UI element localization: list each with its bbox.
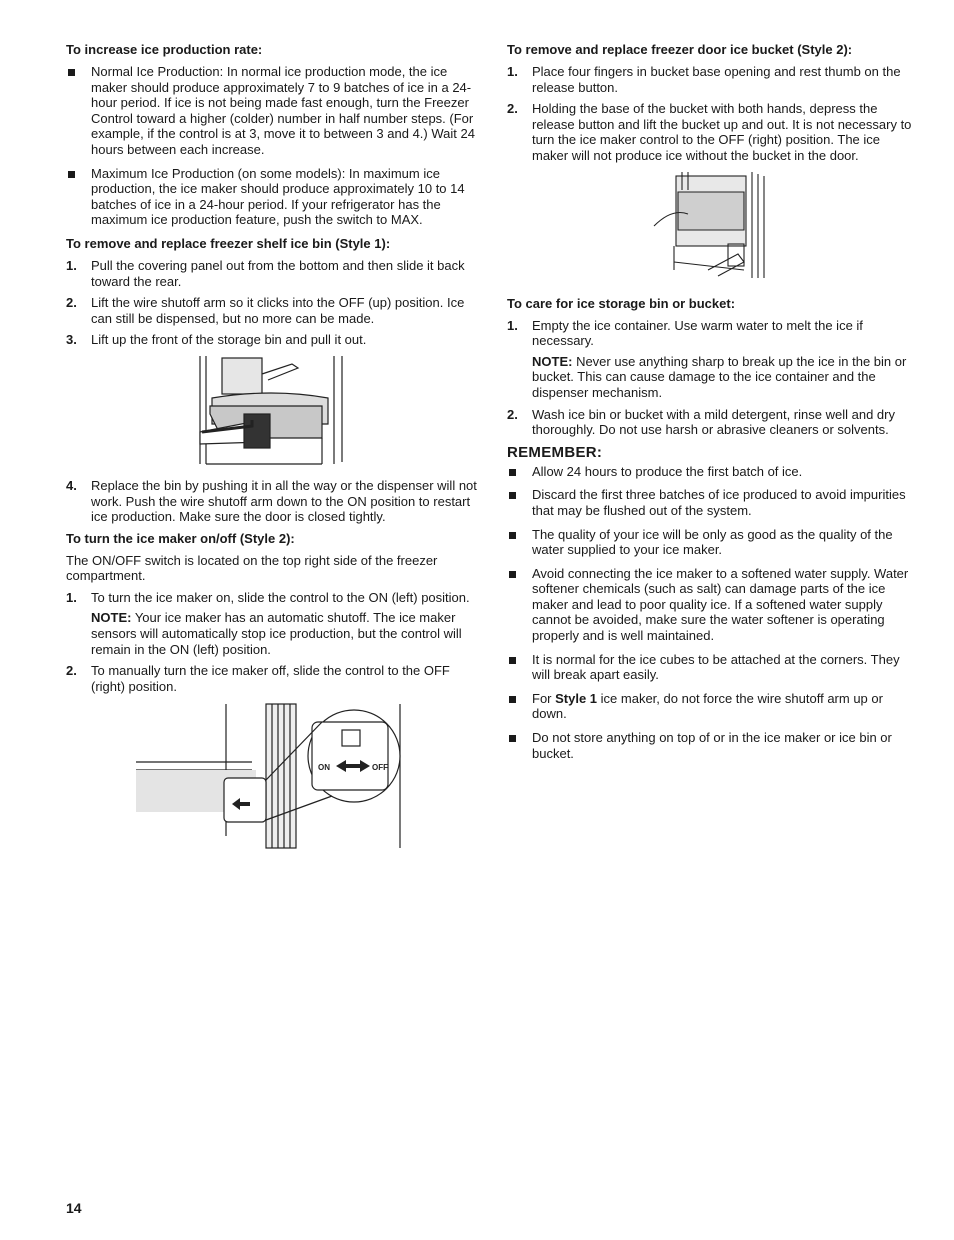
list-item: Allow 24 hours to produce the first batch of ice. — [507, 464, 919, 480]
list-item: Maximum Ice Production (on some models): In maximum ice production, the ice maker should produce approximately 10 to 14 batches of ice in a 24-hour period. If your refrigerator has the maximum ice production feature, push the switch to MAX. — [66, 166, 478, 228]
shelf-ice-bin-illustration — [192, 354, 352, 472]
door-ice-bucket-illustration — [648, 170, 778, 282]
section-title-increase-ice: To increase ice production rate: — [66, 42, 263, 57]
note: NOTE: Never use anything sharp to break up the ice in the bin or bucket. This can cause damage to the ice container and the dispenser mechanism. — [532, 353, 907, 400]
section-title-care: To care for ice storage bin or bucket: — [507, 295, 736, 311]
section-title-shelf-bin: To remove and replace freezer shelf ice bin (Style 1): — [66, 235, 391, 251]
section-title-door-bucket: To remove and replace freezer door ice bucket (Style 2): — [507, 42, 853, 57]
list-item: 2. Lift the wire shutoff arm so it clicks into the OFF (up) position. Ice can still be dispensed, but no more can be made. — [66, 295, 465, 326]
list-item: Normal Ice Production: In normal ice production mode, the ice maker should produce approximately 7 to 9 batches of ice in a 24-hour period. If ice is not being made fast enough, turn the Freezer Control toward a higher (colder) number in half number steps. (For example, if the control is at 3, move it to between 3 and 4.) Wait 24 hours between each increase. — [66, 64, 478, 158]
list-item: 1. Place four fingers in bucket base opening and rest thumb on the release button. — [507, 64, 901, 95]
list-item: The quality of your ice will be only as good as the quality of the water supplied to your ice maker. — [507, 527, 919, 558]
page-number: 14 — [66, 1200, 82, 1216]
right-column — [507, 42, 919, 769]
list-item: 4. Replace the bin by pushing it in all the way or the dispenser will not work. Push the wire shutoff arm down to the ON position to restart ice production. Make sure the door is closed tightly. — [66, 477, 477, 525]
on-off-switch-illustration — [132, 700, 412, 850]
list-item: For Style 1 ice maker, do not force the wire shutoff arm up or down. — [507, 691, 919, 722]
list-item: 1. Pull the covering panel out from the bottom and then slide it back toward the rear. — [66, 257, 465, 289]
off-label: OFF — [372, 763, 388, 773]
list-item: 1. Empty the ice container. Use warm water to melt the ice if necessary. NOTE: Never use anything sharp to break up the ice in the bin or bucket. This can cause damage to the ice container and the dispenser mechanism. — [507, 318, 919, 401]
list-item: 1. To turn the ice maker on, slide the control to the ON (left) position. NOTE: Your ice maker has an automatic shutoff. The ice maker sensors will automatically stop ice production, but the control will remain in the ON (left) position. — [66, 590, 478, 657]
shelf-bin-steps — [66, 258, 478, 348]
care-steps — [507, 318, 919, 438]
left-column — [66, 42, 478, 856]
remember-list — [507, 464, 919, 762]
list-item: Do not store anything on top of or in the ice maker or ice bin or bucket. — [507, 730, 919, 761]
list-item: Avoid connecting the ice maker to a softened water supply. Water softener chemicals (such as salt) can damage parts of the ice maker and lead to poor quality ice. If a softened water supply cannot be avoided, make sure the water softener is operating properly and is well maintained. — [507, 566, 919, 644]
on-off-steps — [66, 590, 478, 695]
shelf-bin-step4 — [66, 478, 478, 525]
list-item: Discard the first three batches of ice produced to avoid impurities that may be flushed out of the system. — [507, 487, 919, 518]
section-title-on-off: To turn the ice maker on/off (Style 2): — [66, 530, 295, 546]
on-off-intro: The ON/OFF switch is located on the top right side of the freezer compartment. — [66, 552, 438, 584]
increase-ice-list — [66, 64, 478, 228]
list-item: It is normal for the ice cubes to be attached at the corners. They will break apart easily. — [507, 652, 919, 683]
note: NOTE: Your ice maker has an automatic shutoff. The ice maker sensors will automatically stop ice production, but the control will remain in the ON (left) position. — [91, 610, 462, 657]
on-label: ON — [318, 763, 330, 773]
list-item: 2. Wash ice bin or bucket with a mild detergent, rinse well and dry thoroughly. Do not use harsh or abrasive cleaners or solvents. — [507, 406, 895, 438]
list-item: 2. To manually turn the ice maker off, slide the control to the OFF (right) position. — [66, 663, 450, 694]
remember-heading: REMEMBER: — [507, 443, 603, 461]
list-item: 3. Lift up the front of the storage bin and pull it out. — [66, 332, 367, 348]
list-item: 2. Holding the base of the bucket with both hands, depress the release button and lift the bucket up and out. It is not necessary to turn the ice maker control to the OFF (right) position. The ice maker will not produce ice without the bucket in the door. — [507, 101, 912, 163]
door-bucket-steps — [507, 64, 919, 164]
